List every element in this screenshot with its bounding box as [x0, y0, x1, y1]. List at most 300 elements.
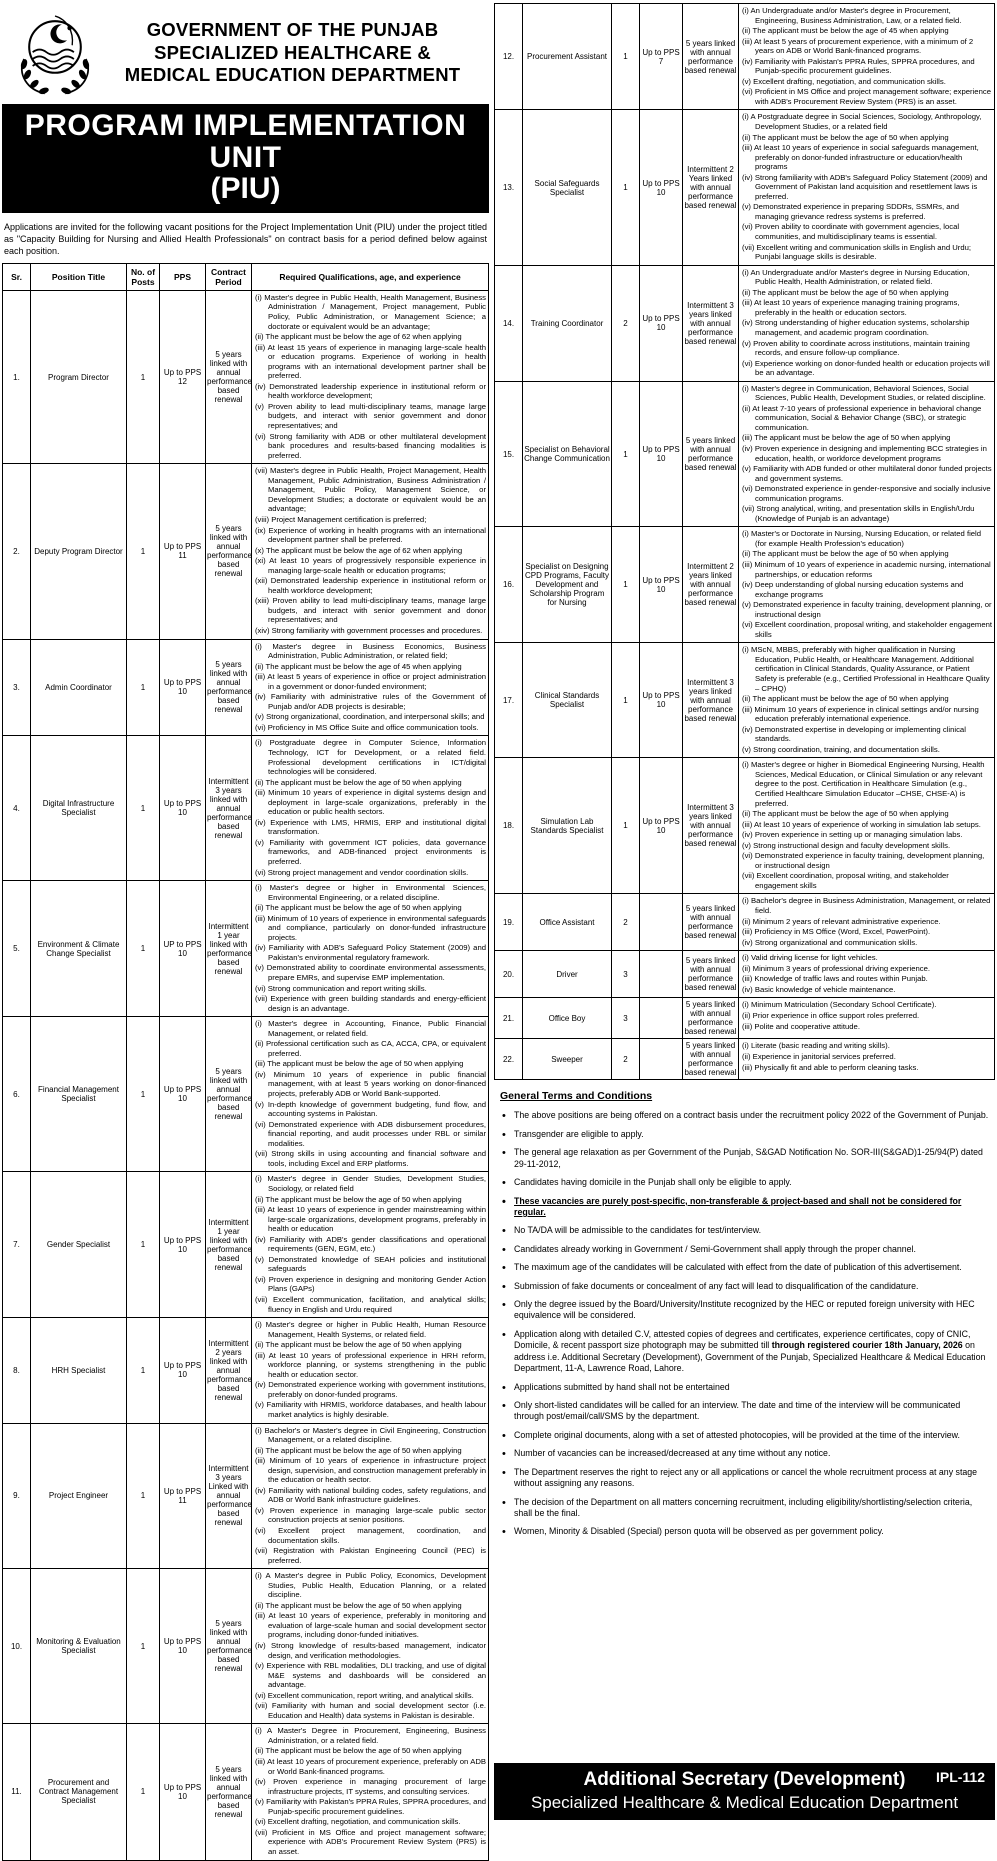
qualification-item: (iv) Proven experience in designing and implementing BCC strategies in education, health, or workforce development programs: [742, 443, 987, 463]
position-sr: 14.: [495, 265, 523, 381]
qualification-item: (i) Master's degree or higher in Public Health, Human Resource Management, Health Systems, or related field.: [255, 1320, 487, 1339]
col-header-title: Position Title: [31, 263, 127, 290]
position-pps: Up to PPS 11: [160, 1423, 206, 1569]
position-posts: 1: [612, 381, 640, 527]
position-title: Sweeper: [523, 1039, 612, 1080]
term-part: on address i.e. Additional Secretary (Development), Government of the Punjab, Specialized Healthcare & Medical Education Department, 11-A, Lawrence Road, Lahore.: [514, 1340, 986, 1374]
qualification-item: (iii) The applicant must be below the age of 50 when applying: [255, 1059, 464, 1069]
qualification-item: (vi) Demonstrated experience in gender-responsive and socially inclusive communication programs.: [742, 484, 991, 503]
position-row: [495, 381, 995, 527]
qualification-item: (vii) Familiarity with human and social development sector (i.e. Education and Health) data systems in Pakistan is desirable.: [255, 1701, 487, 1720]
position-row: [3, 1172, 489, 1318]
qualification-item: (ii) The applicant must be below the age of 45 when applying: [742, 26, 949, 36]
qualification-item: (iv) Minimum 10 years of experience in public financial management, with at least 5 years working on donor-financed projects, preferably ADB or World Bank-supported.: [255, 1069, 487, 1099]
table-header-row: [3, 263, 489, 290]
qualification-item: (iii) At least 10 years of experience in social safeguards management, preferably on donor-funded infrastructure or education/health programs: [742, 143, 979, 172]
qualification-item: (iv) Proven experience in setting up or managing simulation labs.: [742, 830, 963, 840]
position-qualifications: [739, 527, 995, 643]
position-contract-period: Intermittent 1 year linked with performance based renewal: [206, 1172, 252, 1318]
qualification-item: (i) Master's degree or higher in Environmental Sciences, Environmental Engineering, or a related discipline.: [255, 883, 487, 902]
banner-title: PROGRAM IMPLEMENTATION UNIT: [24, 109, 467, 174]
qualification-item: (vii) Proficient in MS Office and project management software; experience with ADB's Procurement Review System (PRS) is an asset.: [255, 1827, 487, 1856]
position-posts: 1: [127, 1423, 160, 1569]
position-sr: 2.: [3, 464, 31, 639]
position-qualifications: [739, 894, 995, 951]
terms-heading: General Terms and Conditions: [500, 1090, 653, 1103]
position-pps: Up to PPS 10: [160, 1569, 206, 1724]
qualification-item: (iv) Experience with LMS, HRMIS, ERP and institutional digital transformation.: [255, 817, 487, 837]
position-pps: Up to PPS 10: [160, 639, 206, 736]
position-qualifications: [739, 998, 995, 1039]
position-pps: Up to PPS 10: [160, 1318, 206, 1423]
position-posts: 1: [612, 4, 640, 110]
qualification-item: (ii) Minimum 3 years of professional driving experience.: [742, 963, 931, 973]
position-contract-period: 5 years linked with annual performance based renewal: [206, 639, 252, 736]
position-pps: Up to PPS 10: [640, 265, 683, 381]
qualification-item: (iv) Demonstrated expertise in developing or implementing clinical standards.: [742, 724, 966, 744]
qualification-item: (ii) The applicant must be below the age of 50 when applying: [255, 1194, 462, 1204]
position-contract-period: Intermittent 3 years linked with annual performance based renewal: [206, 736, 252, 881]
term-item: • These vacancies are purely post-specific, non-transferable & project-based and shall not be considered for regular.: [500, 1196, 991, 1219]
qualification-item: (ii) The applicant must be below the age of 50 when applying: [742, 694, 949, 704]
position-posts: 3: [612, 951, 640, 998]
position-sr: 13.: [495, 110, 523, 265]
qualification-item: (iii) At least 10 years of experience, preferably in monitoring and evaluation of large-scale human and social development sector programs, including donor-funded initiatives.: [255, 1611, 487, 1640]
position-posts: 1: [612, 643, 640, 758]
qualification-item: (iv) Strong familiarity with ADB's Safeguard Policy Statement (2009) and Government of Pakistan land acquisition and resettlement laws is preferred.: [742, 172, 988, 201]
left-column: [2, 3, 489, 1856]
qualification-item: (vi) Excellent communication, report writing, and analytical skills.: [255, 1690, 474, 1700]
qualification-item: (iv) Strong knowledge of results-based management, indicator design, and verification methodologies.: [255, 1641, 487, 1660]
qualification-item: (i) Postgraduate degree in Computer Science, Information Technology, ICT for Development, or a related field. Professional development certifications in ICT/digital technologies will be considered.: [255, 738, 487, 777]
position-row: [3, 464, 489, 639]
qualification-item: (ii) The applicant must be below the age of 50 when applying: [255, 1600, 462, 1610]
position-pps: Up to PPS 10: [640, 527, 683, 643]
qualification-item: (i) A Master's degree in Public Policy, Economics, Development Studies, Public Health, Education Planning, or a related discipline.: [255, 1571, 487, 1600]
qualification-item: (iii) The applicant must be below the age of 50 when applying: [742, 433, 951, 443]
qualification-item: (vii) Strong skills in using accounting and financial software and tools, including Excel and ERP platforms.: [255, 1149, 487, 1168]
position-pps: [640, 1039, 683, 1080]
position-sr: 9.: [3, 1423, 31, 1569]
position-posts: 1: [612, 110, 640, 265]
qualification-item: (v) Proven ability to coordinate across institutions, maintain training records, and ensure follow-up compliance.: [742, 338, 970, 358]
position-qualifications: [739, 951, 995, 998]
term-item: • Only short-listed candidates will be called for an interview. The date and time of the interview will be communicated through post/email/call/SMS by the department.: [500, 1400, 991, 1423]
qualification-item: (iv) Proven experience in managing procurement of large infrastructure projects, IT systems, and consulting services.: [255, 1777, 487, 1796]
qualification-item: (v) Proven experience in managing large-scale public sector construction projects at senior positions.: [255, 1505, 487, 1525]
term-item: • Complete original documents, along with a set of attested photocopies, will be provided at the time of the interview.: [500, 1430, 991, 1441]
position-row: [495, 643, 995, 758]
position-row: [495, 527, 995, 643]
position-contract-period: 5 years linked with annual performance based renewal: [683, 381, 739, 527]
qualification-item: (i) Master's degree in Gender Studies, Development Studies, Sociology, or related field: [255, 1174, 487, 1193]
qualification-item: (iv) Familiarity with ADB's Safeguard Policy Statement (2009) and Pakistan's environmental regulatory framework.: [255, 943, 487, 962]
position-row: [495, 758, 995, 894]
col-header-period: Contract Period: [206, 263, 252, 290]
position-sr: 3.: [3, 639, 31, 736]
position-sr: 8.: [3, 1318, 31, 1423]
signature-title: Additional Secretary (Development): [583, 1769, 906, 1790]
qualification-item: (i) MScN, MBBS, preferably with higher qualification in Nursing Education, Public Health, or Healthcare Management. Additional certification in Clinical Standards, Quality Assurance, or Patient Safety is preferable (e.g., Certified Professional in Healthcare Quality – CPHQ): [742, 645, 990, 693]
qualification-item: (vi) Demonstrated experience in faculty training, development planning, or instructional design: [742, 851, 985, 870]
position-title: Training Coordinator: [523, 265, 612, 381]
position-contract-period: 5 years linked with annual performance based renewal: [206, 290, 252, 463]
qualification-item: (iv) Basic knowledge of vehicle maintenance.: [742, 984, 896, 994]
position-pps: Up to PPS 11: [160, 464, 206, 639]
position-qualifications: [739, 643, 995, 758]
position-row: [495, 998, 995, 1039]
position-contract-period: Intermittent 2 Years linked with annual performance based renewal: [683, 110, 739, 265]
position-sr: 17.: [495, 643, 523, 758]
position-qualifications: [739, 110, 995, 265]
qualification-item: (iv) Familiarity with ADB's gender classifications and operational requirements (GEN, EGM, etc.): [255, 1234, 487, 1254]
qualification-item: (i) Bachelor's degree in Business Administration, Management, or related field.: [742, 896, 991, 916]
position-title: Project Engineer: [31, 1423, 127, 1569]
qualification-item: (ii) The applicant must be below the age of 50 when applying: [742, 809, 949, 819]
qualification-item: (v) Demonstrated ability to coordinate environmental assessments, prepare EMRs, and supervise EMP implementation.: [255, 963, 487, 983]
qualification-item: (vi) Proficient in MS Office and project management software; experience with ADB's Procurement Review System (PRS) is an asset.: [742, 87, 991, 106]
qualification-item: (xiv) Strong familiarity with government processes and procedures.: [255, 625, 483, 635]
terms-list: [500, 1110, 991, 1537]
qualification-item: (v) Familiarity with HRMIS, workforce databases, and health labour market analytics is highly desirable.: [255, 1400, 487, 1419]
position-posts: 1: [127, 1724, 160, 1860]
qualification-item: (iv) Strong organizational and communication skills.: [742, 937, 918, 947]
position-row: [3, 1423, 489, 1569]
footer-bar: [494, 1763, 995, 1820]
col-header-sr: Sr.: [3, 263, 31, 290]
org-line-1: GOVERNMENT OF THE PUNJAB: [146, 19, 439, 41]
footer-department: Specialized Healthcare & Medical Education Department: [530, 1792, 959, 1812]
position-row: [3, 1318, 489, 1423]
qualification-item: (vi) Proven ability to coordinate with government agencies, local communities, and multidisciplinary teams is essential.: [742, 222, 960, 242]
positions-table-left: [2, 263, 489, 1861]
qualification-item: (iii) At least 10 years of experience of working in simulation lab setups.: [742, 819, 981, 829]
term-item: • Candidates already working in Government / Semi-Government shall apply through the proper channel.: [500, 1244, 991, 1255]
qualification-item: (iii) Proficiency in MS Office (Word, Excel, PowerPoint).: [742, 927, 931, 937]
term-item: • Submission of fake documents or concealment of any fact will lead to disqualification of the candidature.: [500, 1281, 991, 1292]
position-title: HRH Specialist: [31, 1318, 127, 1423]
qualification-item: (v) Demonstrated experience in faculty training, development planning, or instructional design: [742, 600, 992, 619]
term-item: • The general age relaxation as per Government of the Punjab, S&GAD Notification No. SOR-III(S&GAD)1-25/94(P) dated 29-11-2012,: [500, 1147, 991, 1170]
qualification-item: (v) Familiarity with Pakistan's PPRA Rules, SPPRA procedures, and Punjab-specific procurement guidelines.: [255, 1797, 487, 1816]
qualification-item: (iv) Strong understanding of higher education systems, scholarship management, and academic program coordination.: [742, 318, 970, 337]
position-qualifications: [252, 290, 489, 463]
position-contract-period: 5 years linked with annual performance based renewal: [683, 998, 739, 1039]
position-qualifications: [252, 464, 489, 639]
position-title: Procurement and Contract Management Specialist: [31, 1724, 127, 1860]
qualification-item: (ii) The applicant must be below the age of 62 when applying: [255, 332, 462, 342]
qualification-item: (iii) Physically fit and able to perform cleaning tasks.: [742, 1062, 919, 1072]
qualification-item: (vi) Demonstrated experience with ADB disbursement procedures, financial reporting, and audit processes under RBL or similar modalities.: [255, 1119, 487, 1148]
term-item: • Transgender are eligible to apply.: [500, 1129, 991, 1140]
position-title: Digital Infrastructure Specialist: [31, 736, 127, 881]
positions-table-right: [494, 3, 995, 1080]
position-pps: Up to PPS 10: [160, 1172, 206, 1318]
position-row: [3, 881, 489, 1017]
position-pps: UP to PPS 10: [160, 881, 206, 1017]
position-posts: 1: [127, 639, 160, 736]
qualification-item: (v) In-depth knowledge of government budgeting, fund flow, and accounting systems in Pakistan.: [255, 1099, 487, 1119]
qualification-item: (xiii) Proven ability to lead multi-disciplinary teams, manage large budgets, and interact with senior government and donor representatives; and: [255, 596, 487, 625]
qualification-item: (i) A Postgraduate degree in Social Sciences, Sociology, Anthropology, Development Studies, or a related field: [742, 112, 982, 132]
qualification-item: (i) Master's or Doctorate in Nursing, Nursing Education, or related field (for example Health Profession's education): [742, 529, 982, 548]
position-qualifications: [739, 381, 995, 527]
qualification-item: (iv) Familiarity with administrative rules of the Government of Punjab and/or ADB projects is desirable;: [255, 692, 487, 711]
position-sr: 1.: [3, 290, 31, 463]
qualification-item: (vi) Experience working on donor-funded health or education projects will be an advantage.: [742, 358, 990, 378]
position-sr: 4.: [3, 736, 31, 881]
position-posts: 1: [612, 527, 640, 643]
position-posts: 2: [612, 1039, 640, 1080]
position-sr: 20.: [495, 951, 523, 998]
position-sr: 22.: [495, 1039, 523, 1080]
qualification-item: (vii) Excellent coordination, proposal writing, and stakeholder engagement skills: [742, 871, 949, 890]
position-posts: 2: [612, 265, 640, 381]
position-row: [495, 110, 995, 265]
qualification-item: (iv) Familiarity with national building codes, safety regulations, and ADB or World Bank infrastructure guidelines.: [255, 1485, 487, 1505]
position-title: Clinical Standards Specialist: [523, 643, 612, 758]
qualification-item: (ii) The applicant must be below the age of 50 when applying: [742, 287, 949, 297]
qualification-item: (iii) At least 15 years of experience in managing large-scale health or education programs. Experience of working in health programs with an international development partner shall be preferred.: [255, 342, 487, 381]
position-contract-period: 5 years linked with annual performance based renewal: [683, 1039, 739, 1080]
punjab-government-crest-icon: [12, 7, 98, 99]
position-title: Simulation Lab Standards Specialist: [523, 758, 612, 894]
qualification-item: (i) Valid driving license for light vehicles.: [742, 953, 878, 963]
qualification-item: (iv) Demonstrated experience working with government institutions, preferably on donor-funded programs.: [255, 1380, 487, 1399]
position-contract-period: Intermittent 2 years linked with annual performance based renewal: [206, 1318, 252, 1423]
position-title: Social Safeguards Specialist: [523, 110, 612, 265]
qualification-item: (ii) The applicant must be below the age of 50 when applying: [742, 549, 949, 559]
position-row: [495, 265, 995, 381]
qualification-item: (i) A Master's Degree in Procurement, Engineering, Business Administration, or a related field.: [255, 1726, 487, 1745]
qualification-item: (iii) At least 10 years of experience managing training programs, preferably in the health or education sectors.: [742, 298, 960, 317]
position-title: Program Director: [31, 290, 127, 463]
position-contract-period: 5 years linked with annual performance based renewal: [683, 894, 739, 951]
qualification-item: (ii) Prior experience in office support roles preferred.: [742, 1010, 920, 1020]
qualification-item: (xi) At least 10 years of progressively responsible experience in managing large-scale health or education programs;: [255, 556, 487, 575]
col-header-pps: PPS: [160, 263, 206, 290]
position-pps: [640, 998, 683, 1039]
position-sr: 11.: [3, 1724, 31, 1860]
position-qualifications: [252, 736, 489, 881]
position-sr: 12.: [495, 4, 523, 110]
position-posts: 1: [612, 758, 640, 894]
position-row: [3, 639, 489, 736]
position-qualifications: [252, 1724, 489, 1860]
position-row: [3, 736, 489, 881]
position-title: Gender Specialist: [31, 1172, 127, 1318]
term-item: • The maximum age of the candidates will be calculated with effect from the date of publication of this advertisement.: [500, 1262, 991, 1273]
qualification-item: (vii) Master's degree in Public Health, Project Management, Health Management, Public Administration, Business Administration / Management, Public Policy, Management Science, or Development Studies; a doctorate or equivalent would be an advantage;: [255, 466, 487, 514]
qualification-item: (viii) Project Management certification is preferred;: [255, 514, 427, 524]
position-title: Financial Management Specialist: [31, 1017, 127, 1172]
position-contract-period: 5 years linked with annual performance based renewal: [683, 4, 739, 110]
position-contract-period: 5 years linked with annual performance based renewal: [206, 464, 252, 639]
qualification-item: (vi) Proficiency in MS Office Suite and office communication tools.: [255, 722, 479, 732]
qualification-item: (ix) Experience of working in health programs with an international development partner shall be preferred.: [255, 525, 487, 545]
qualification-item: (x) The applicant must be below the age of 62 when applying: [255, 545, 463, 555]
position-title: Admin Coordinator: [31, 639, 127, 736]
position-pps: Up to PPS 10: [160, 1017, 206, 1172]
qualification-item: (ii) At least 7-10 years of professional experience in behavioral change communication, Social & Behavior Change (SBC), or strategic communication.: [742, 403, 982, 432]
qualification-item: (vii) Excellent writing and communication skills in English and Urdu; Punjabi language skills is desirable.: [742, 242, 972, 262]
position-contract-period: Intermittent 3 years linked with annual performance based renewal: [683, 643, 739, 758]
qualification-item: (xii) Demonstrated leadership experience in institutional reform or health workforce development;: [255, 576, 487, 595]
term-part: Application along with detailed C.V, attested copies of degrees and certificates, experience certificates, copy of CNIC, Domicile, & recent passport size photograph may be submitted till: [514, 1328, 971, 1351]
position-contract-period: Intermittent 3 years linked with annual performance based renewal: [683, 758, 739, 894]
qualification-item: (i) Master's degree in Accounting, Finance, Public Financial Management, or related field.: [255, 1019, 487, 1038]
qualification-item: (iii) Minimum of 10 years of experience in environmental safeguards and compliance, particularly on donor-funded infrastructure projects.: [255, 913, 487, 942]
position-qualifications: [252, 1017, 489, 1172]
qualification-item: (vi) Proven experience in designing and monitoring Gender Action Plans (GAPs): [255, 1274, 487, 1294]
qualification-item: (ii) The applicant must be below the age of 50 when applying: [255, 1746, 462, 1756]
org-line-3: MEDICAL EDUCATION DEPARTMENT: [124, 64, 461, 86]
qualification-item: (iii) Polite and cooperative attitude.: [742, 1021, 860, 1031]
right-column: [494, 3, 995, 1820]
qualification-item: (i) Master's degree in Communication, Behavioral Sciences, Social Sciences, Public Health, Development Studies, or related discipline.: [742, 383, 986, 403]
position-posts: 2: [612, 894, 640, 951]
position-title: Deputy Program Director: [31, 464, 127, 639]
qualification-item: (vii) Strong analytical, writing, and presentation skills in English/Urdu (Knowledge of Punjab is an advantage): [742, 504, 975, 523]
qualification-item: (iii) Minimum of 10 years of experience in academic nursing, international partnerships, or education reforms: [742, 559, 991, 579]
position-contract-period: 5 years linked with annual performance based renewal: [206, 1724, 252, 1860]
position-qualifications: [252, 1569, 489, 1724]
position-row: [495, 951, 995, 998]
term-item: • The above positions are being offered on a contract basis under the recruitment policy 2022 of the Government of Punjab.: [500, 1110, 991, 1121]
position-posts: 1: [127, 290, 160, 463]
qualification-item: (vi) Excellent coordination, proposal writing, and stakeholder engagement skills: [742, 620, 993, 639]
position-pps: Up to PPS 7: [640, 4, 683, 110]
position-qualifications: [739, 1039, 995, 1080]
term-item: • Only the degree issued by the Board/University/Institute recognized by the HEC or reputed foreign university with HEC equivalence will be considered.: [500, 1299, 991, 1322]
position-pps: Up to PPS 10: [640, 758, 683, 894]
qualification-item: (i) Master's degree in Business Economics, Business Administration, Public Administration, or related field;: [255, 641, 487, 661]
department-header: [2, 3, 489, 101]
qualification-item: (v) Proven ability to lead multi-disciplinary teams, manage large budgets, and interact with senior government and donor representatives; and: [255, 401, 487, 431]
position-sr: 19.: [495, 894, 523, 951]
qualification-item: (iii) At least 5 years of procurement experience, with a minimum of 2 years on ADB or World Bank-financed programs.: [742, 36, 974, 56]
general-terms-section: [500, 1090, 991, 1544]
position-contract-period: Intermittent 1 year linked with performance based renewal: [206, 881, 252, 1017]
position-sr: 7.: [3, 1172, 31, 1318]
position-pps: [640, 951, 683, 998]
qualification-item: (iv) Deep understanding of global nursing education systems and exchange programs: [742, 580, 964, 599]
position-row: [495, 1039, 995, 1080]
qualification-item: (i) An Undergraduate and/or Master's degree in Nursing Education, Public Health, Health Administration, or related field.: [742, 267, 970, 287]
qualification-item: (ii) Professional certification such as CA, ACCA, CPA, or equivalent preferred.: [255, 1039, 487, 1058]
position-pps: Up to PPS 10: [160, 1724, 206, 1860]
qualification-item: (vi) Excellent drafting, negotiation, and communication skills.: [255, 1817, 461, 1827]
position-qualifications: [252, 1423, 489, 1569]
position-pps: [640, 894, 683, 951]
position-row: [495, 894, 995, 951]
term-item: [500, 1329, 991, 1375]
qualification-item: (ii) The applicant must be below the age of 50 when applying: [255, 777, 462, 787]
qualification-item: (i) Master's degree or higher in Biomedical Engineering Nursing, Health Sciences, Medical Education, or Clinical Simulation or any relevant degree to the post. Certification in Healthcare Simulation (e.g., Certified Healthcare Simulation Educator –CHSE, CHSE-A) is preferred.: [742, 760, 985, 808]
position-title: Monitoring & Evaluation Specialist: [31, 1569, 127, 1724]
qualification-item: (iii) At least 10 years of experience in gender mainstreaming within large-scale organizations, development programs, preferably in health or education: [255, 1205, 487, 1234]
term-item: • Women, Minority & Disabled (Special) person quota will be observed as per government policy.: [500, 1526, 991, 1537]
position-sr: 5.: [3, 881, 31, 1017]
qualification-item: (i) Minimum Matriculation (Secondary School Certificate).: [742, 1000, 937, 1010]
position-posts: 1: [127, 736, 160, 881]
qualification-item: (ii) The applicant must be below the age of 45 when applying: [255, 661, 462, 671]
position-posts: 3: [612, 998, 640, 1039]
qualification-item: (iii) At least 10 years of procurement experience, preferably on ADB or World Bank-financed programs.: [255, 1757, 487, 1776]
position-posts: 1: [127, 1172, 160, 1318]
banner-subtitle: (PIU): [210, 172, 281, 205]
qualification-item: (vii) Experience with green building standards and energy-efficient design is an advantage.: [255, 994, 487, 1013]
position-posts: 1: [127, 1017, 160, 1172]
qualification-item: (iii) Minimum 10 years of experience in digital systems design and deployment in large-scale organizations, preferably in the education or public health sectors.: [255, 788, 487, 817]
position-qualifications: [739, 4, 995, 110]
qualification-item: (i) Literate (basic reading and writing skills).: [742, 1041, 890, 1051]
qualification-item: (v) Experience with RBL modalities, DLI tracking, and use of digital M&E systems and dashboards will be considered an advantage.: [255, 1661, 487, 1690]
position-sr: 16.: [495, 527, 523, 643]
qualification-item: (v) Strong instructional design and faculty development skills.: [742, 840, 951, 850]
qualification-item: (iv) Demonstrated leadership experience in institutional reform or health workforce development;: [255, 381, 487, 401]
col-header-posts: No. of Posts: [127, 263, 160, 290]
position-pps: Up to PPS 10: [640, 643, 683, 758]
position-posts: 1: [127, 464, 160, 639]
position-title: Driver: [523, 951, 612, 998]
position-row: [495, 4, 995, 110]
position-qualifications: [252, 1172, 489, 1318]
position-qualifications: [252, 639, 489, 736]
position-qualifications: [252, 1318, 489, 1423]
qualification-item: (vii) Registration with Pakistan Engineering Council (PEC) is preferred.: [255, 1546, 487, 1565]
position-contract-period: Intermittent 2 years linked with annual performance based renewal: [683, 527, 739, 643]
qualification-item: (i) An Undergraduate and/or Master's degree in Procurement, Engineering, Business Administration, Law, or a related field.: [742, 6, 962, 25]
position-title: Office Boy: [523, 998, 612, 1039]
position-pps: Up to PPS 10: [640, 110, 683, 265]
position-pps: Up to PPS 12: [160, 290, 206, 463]
qualification-item: (vii) Excellent communication, facilitation, and analytical skills; fluency in English and Urdu required: [255, 1294, 487, 1314]
position-title: Specialist on Behavioral Change Communication: [523, 381, 612, 527]
position-sr: 6.: [3, 1017, 31, 1172]
term-item: • Applications submitted by hand shall not be entertained: [500, 1382, 991, 1393]
qualification-item: (iii) Minimum of 10 years of experience in infrastructure project design, supervision, and construction management preferably in the education or health sector.: [255, 1456, 487, 1485]
qualification-item: (iii) At least 5 years of experience in office or project administration in a government or donor-funded environment;: [255, 672, 487, 691]
position-qualifications: [739, 265, 995, 381]
qualification-item: (vi) Strong familiarity with ADB or other multilateral development bank procedures and results-based financing modalities is preferred.: [255, 431, 487, 460]
position-posts: 1: [127, 1569, 160, 1724]
position-contract-period: 5 years linked with annual performance based renewal: [206, 1569, 252, 1724]
piu-banner: [2, 104, 489, 213]
position-title: Specialist on Designing CPD Programs, Faculty Development and Scholarship Program for Nursing: [523, 527, 612, 643]
position-title: Procurement Assistant: [523, 4, 612, 110]
term-item: • Candidates having domicile in the Punjab shall only be eligible to apply.: [500, 1177, 991, 1188]
qualification-item: (ii) The applicant must be below the age of 50 when applying: [742, 132, 949, 142]
position-pps: Up to PPS 10: [640, 381, 683, 527]
term-item: • The Department reserves the right to reject any or all applications or cancel the whole recruitment process at any stage without assigning any reasons.: [500, 1467, 991, 1490]
qualification-item: (ii) Minimum 2 years of relevant administrative experience.: [742, 916, 941, 926]
position-contract-period: Intermittent 3 years linked with annual performance based renewal: [683, 265, 739, 381]
qualification-item: (vi) Excellent project management, coordination, and documentation skills.: [255, 1526, 487, 1545]
qualification-item: (v) Excellent drafting, negotiation, and communication skills.: [742, 76, 946, 86]
advertisement-code: IPL-112: [935, 1769, 985, 1785]
term-item: • No TA/DA will be admissible to the candidates for test/interview.: [500, 1225, 991, 1236]
position-contract-period: Intermittent 3 years Linked with annual performance based renewal: [206, 1423, 252, 1569]
qualification-item: (ii) The applicant must be below the age of 50 when applying: [255, 903, 462, 913]
qualification-item: (iii) Knowledge of traffic laws and routes within Punjab.: [742, 974, 928, 984]
qualification-item: (v) Strong organizational, coordination, and interpersonal skills; and: [255, 712, 485, 722]
qualification-item: (i) Master's degree in Public Health, Health Management, Business Administration / Management, Project management, Public Policy, Public Administration, or Management Science; a doctorate or equivalent would be an advantage;: [255, 292, 487, 331]
position-row: [3, 290, 489, 463]
position-pps: Up to PPS 10: [160, 736, 206, 881]
qualification-item: (vi) Strong project management and vendor coordination skills.: [255, 867, 469, 877]
qualification-item: (ii) The applicant must be below the age of 50 when applying: [255, 1340, 462, 1350]
